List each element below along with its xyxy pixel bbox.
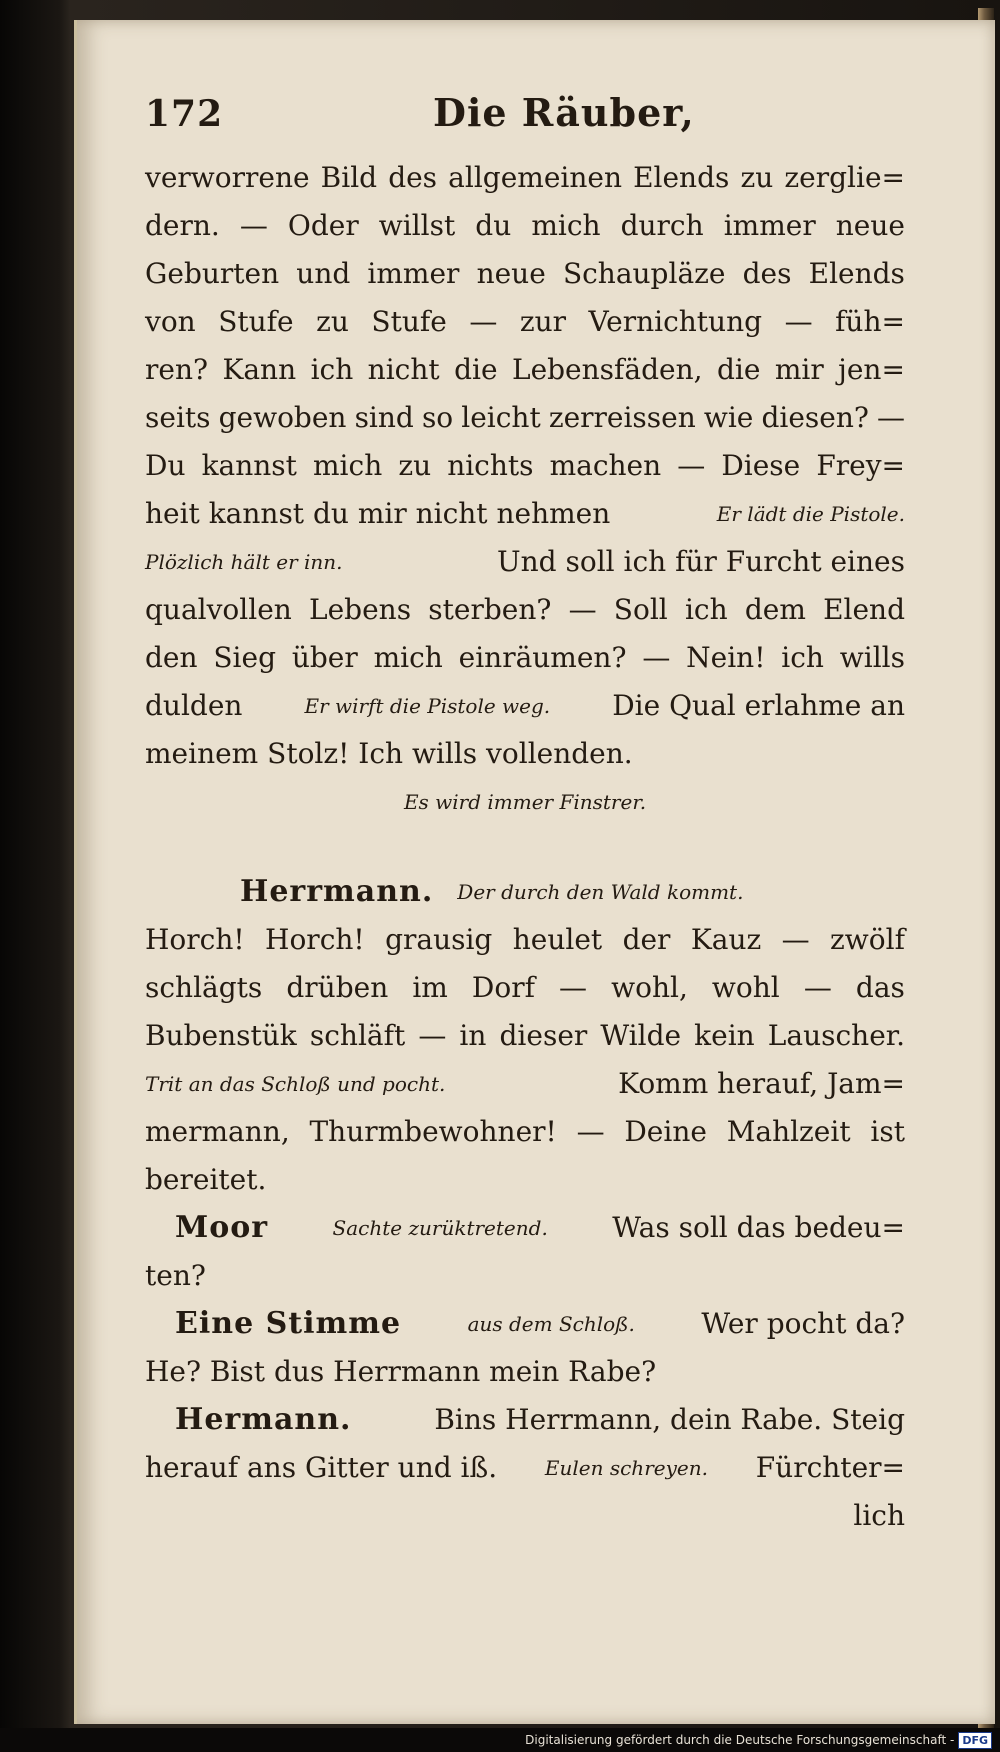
line-gap [145,826,905,868]
line-text: Was soll das bedeu= [612,1211,905,1244]
word: Kauz [690,923,762,956]
word: Dorf [471,971,535,1004]
word: nichts [447,449,534,482]
speaker-name: Hermann. [175,1402,352,1437]
text-line [145,1348,905,1396]
stage-direction: aus dem Schloß. [467,1312,635,1336]
word: — [784,305,813,338]
word: Thurmbewohner! [309,1115,557,1148]
line-text: Die Qual erlahme an [612,689,905,722]
word: so [421,401,454,434]
word: Elends [808,257,905,290]
stage-direction: Trit an das Schloß und pocht. [145,1072,446,1096]
word: zu [740,161,774,194]
word: Horch! [145,923,245,956]
speaker-name: Eine Stimme [175,1306,402,1341]
word: kein [694,1019,755,1052]
speaker-name: Herrmann. [240,874,434,909]
word: den [145,641,198,674]
word: des [742,257,792,290]
word: ich [684,593,728,626]
word: jen= [838,353,905,386]
word: Sieg [213,641,276,674]
word: immer [367,257,460,290]
word: zerglie= [784,161,905,194]
text-line [145,298,905,346]
line-text: ten? [145,1259,206,1292]
word: Frey= [816,449,905,482]
stage-direction-line [145,778,905,826]
word: mir [774,353,824,386]
page-text [145,90,905,1540]
word: mich [313,449,383,482]
word: gewoben [218,401,347,434]
word: sterben? [428,593,552,626]
word: willst [378,209,456,242]
word: wie [703,401,754,434]
word: — [469,305,498,338]
word: Bubenstük [145,1019,297,1052]
word: ist [870,1115,905,1148]
word: zu [316,305,349,338]
body-text [145,154,905,1540]
text-line [145,250,905,298]
line-text: dulden [145,689,243,722]
stage-direction: Sachte zurüktretend. [332,1216,548,1240]
word: allgemeinen [448,161,622,194]
word: dem [744,593,806,626]
word: verworrene [145,161,310,194]
word: — [803,971,832,1004]
catchword-line [145,1492,905,1540]
page-header [145,90,905,154]
line-text: meinem Stolz! Ich wills vollenden. [145,737,633,770]
text-line [145,586,905,634]
word: Horch! [265,923,365,956]
word: mermann, [145,1115,290,1148]
word: über [291,641,358,674]
word: der [622,923,671,956]
word: das [855,971,905,1004]
text-line [145,964,905,1012]
stage-direction: Er lädt die Pistole. [716,502,905,526]
word: heulet [512,923,603,956]
speaker-name: Moor [175,1210,269,1245]
word: und [296,257,351,290]
text-line [145,490,905,538]
word: — [781,923,810,956]
word: Kann [222,353,297,386]
word: Lauscher. [767,1019,905,1052]
speaker-line [145,868,905,916]
text-line [145,442,905,490]
word: — [576,1115,605,1148]
text-line [145,916,905,964]
speaker-line [145,1204,905,1252]
word: im [412,971,448,1004]
catchword: lich [853,1499,905,1532]
stage-direction: Eulen schreyen. [544,1456,708,1480]
word: Deine [624,1115,707,1148]
word: dern. [145,209,220,242]
line-text: He? Bist dus Herrmann mein Rabe? [145,1355,657,1388]
text-line [145,538,905,586]
word: Geburten [145,257,280,290]
line-text: herauf ans Gitter und iß. [145,1451,498,1484]
word: Diese [721,449,801,482]
word: wohl, [611,971,688,1004]
word: einräumen? [458,641,627,674]
running-title: Die Räuber, [433,90,695,135]
footer-credit: Digitalisierung gefördert durch die Deutsche Forschungsgemeinschaft - [525,1733,955,1747]
text-line [145,1060,905,1108]
word: immer [723,209,816,242]
word: Soll [613,593,668,626]
word: drüben [286,971,389,1004]
text-line [145,682,905,730]
line-text: bereitet. [145,1163,267,1196]
word: von [145,305,196,338]
text-line [145,346,905,394]
word: nicht [367,353,440,386]
page-number: 172 [145,93,224,135]
dfg-logo: DFG [958,1732,992,1749]
text-line [145,1108,905,1156]
line-text: Wer pocht da? [701,1307,905,1340]
stage-direction: Der durch den Wald kommt. [457,880,744,904]
word: zerreissen [548,401,696,434]
word: grausig [385,923,493,956]
word: — [559,971,588,1004]
word: die [454,353,498,386]
stage-direction: Plözlich hält er inn. [145,550,343,574]
word: zu [398,449,432,482]
stage-direction: Es wird immer Finstrer. [403,790,647,814]
word: Lebensfäden, [511,353,703,386]
word: Elends [633,161,730,194]
word: — [568,593,597,626]
word: diesen? [761,401,869,434]
word: — [418,1019,447,1052]
word: zwölf [830,923,905,956]
word: Stufe [218,305,294,338]
word: wills [839,641,905,674]
line-text: Komm herauf, Jam= [618,1067,905,1100]
stage-direction: Er wirft die Pistole weg. [304,694,551,718]
text-line [145,730,905,778]
digitization-footer [0,1728,1000,1752]
text-line [145,1012,905,1060]
word: Nein! [686,641,766,674]
word: kannst [201,449,297,482]
word: des [388,161,438,194]
word: — [239,209,268,242]
word: — [877,401,905,434]
text-line [145,1252,905,1300]
word: füh= [835,305,905,338]
word: schlägts [145,971,263,1004]
word: zur [519,305,566,338]
word: neue [476,257,546,290]
word: durch [620,209,704,242]
word: schläft [309,1019,406,1052]
word: Mahlzeit [726,1115,851,1148]
word: Bild [320,161,378,194]
word: neue [835,209,905,242]
word: qualvollen [145,593,292,626]
word: Wilde [600,1019,682,1052]
word: — [677,449,706,482]
text-line [145,154,905,202]
line-text: Und soll ich für Furcht eines [497,545,905,578]
word: du [475,209,512,242]
word: ren? [145,353,208,386]
word: in [459,1019,487,1052]
text-line [145,1156,905,1204]
word: sind [354,401,414,434]
speaker-line [145,1396,905,1444]
word: ich [310,353,354,386]
word: Vernichtung [588,305,763,338]
word: ich [781,641,824,674]
word: seits [145,401,211,434]
word: mich [531,209,601,242]
text-line [145,634,905,682]
speaker-line [145,1300,905,1348]
word: die [716,353,761,386]
word: mich [373,641,443,674]
line-text: Bins Herrmann, dein Rabe. Steig [434,1403,905,1436]
text-line [145,202,905,250]
word: dieser [499,1019,588,1052]
word: leicht [461,401,541,434]
word: Schaupläze [562,257,726,290]
word: Stufe [371,305,447,338]
word: Lebens [309,593,412,626]
word: wohl [711,971,780,1004]
word: Elend [823,593,905,626]
word: Oder [287,209,359,242]
line-text: heit kannst du mir nicht nehmen [145,497,611,530]
word: machen [549,449,662,482]
text-line [145,1444,905,1492]
word: Du [145,449,186,482]
word: — [642,641,671,674]
text-line [145,394,905,442]
line-text: Fürchter= [755,1451,905,1484]
